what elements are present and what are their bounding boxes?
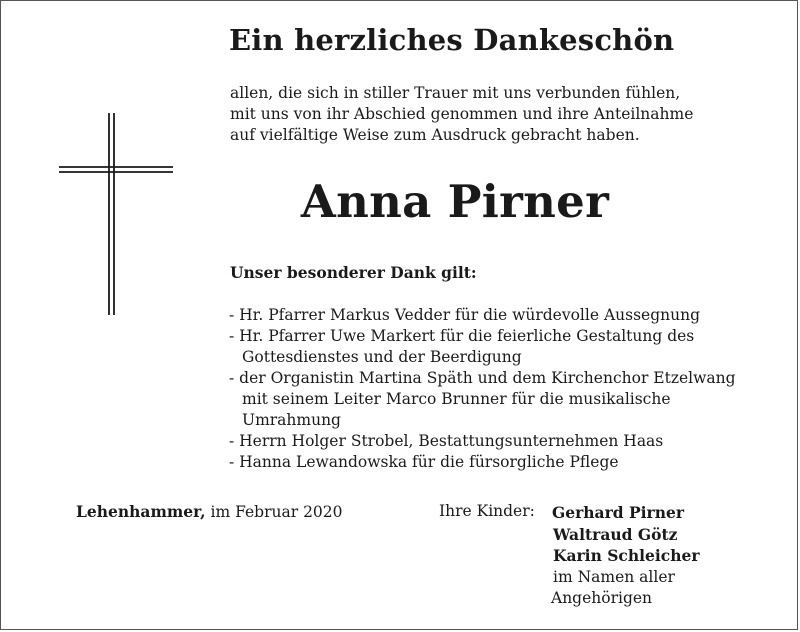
signers-suffix: im Namen aller <box>553 567 675 586</box>
thanks-heading: Unser besonderer Dank gilt: <box>230 263 477 282</box>
list-item <box>229 326 736 368</box>
list-item <box>229 431 736 452</box>
place-date <box>76 502 343 521</box>
signers-label: Ihre Kinder: <box>439 502 535 520</box>
list-item <box>229 452 736 473</box>
signer-name: Waltraud Götz <box>553 524 678 544</box>
signers <box>551 502 700 610</box>
list-item <box>229 368 736 431</box>
thanks-list <box>229 305 736 473</box>
list-item <box>229 305 736 326</box>
place: Lehenhammer, <box>76 502 206 521</box>
intro-text <box>230 83 693 146</box>
date: im Februar 2020 <box>210 503 343 521</box>
list-item-line: mit seinem Leiter Marco Brunner für die musikalische <box>242 390 671 408</box>
intro-line: mit uns von ihr Abschied genommen und ihre Anteilnahme <box>230 105 694 123</box>
list-item-line: - Hr. Pfarrer Uwe Markert für die feierliche Gestaltung des <box>229 327 695 345</box>
list-item-line: - Herrn Holger Strobel, Bestattungsunternehmen Haas <box>229 432 664 450</box>
signers-suffix: Angehörigen <box>551 589 653 607</box>
signer-name: Gerhard Pirner <box>552 503 684 522</box>
list-item-line: - der Organistin Martina Späth und dem Kirchenchor Etzelwang <box>229 369 736 387</box>
intro-line: auf vielfältige Weise zum Ausdruck gebracht haben. <box>230 126 640 144</box>
intro-line: allen, die sich in stiller Trauer mit uns verbunden fühlen, <box>230 84 681 102</box>
list-item-line: Gottesdienstes und der Beerdigung <box>242 348 522 366</box>
list-item-line: - Hanna Lewandowska für die fürsorgliche Pflege <box>229 453 619 471</box>
list-item-line: Umrahmung <box>242 411 341 429</box>
headline: Ein herzliches Dankeschön <box>229 23 675 57</box>
list-item-line: - Hr. Pfarrer Markus Vedder für die würdevolle Aussegnung <box>229 306 700 324</box>
signer-name: Karin Schleicher <box>553 546 700 565</box>
deceased-name: Anna Pirner <box>300 175 610 228</box>
